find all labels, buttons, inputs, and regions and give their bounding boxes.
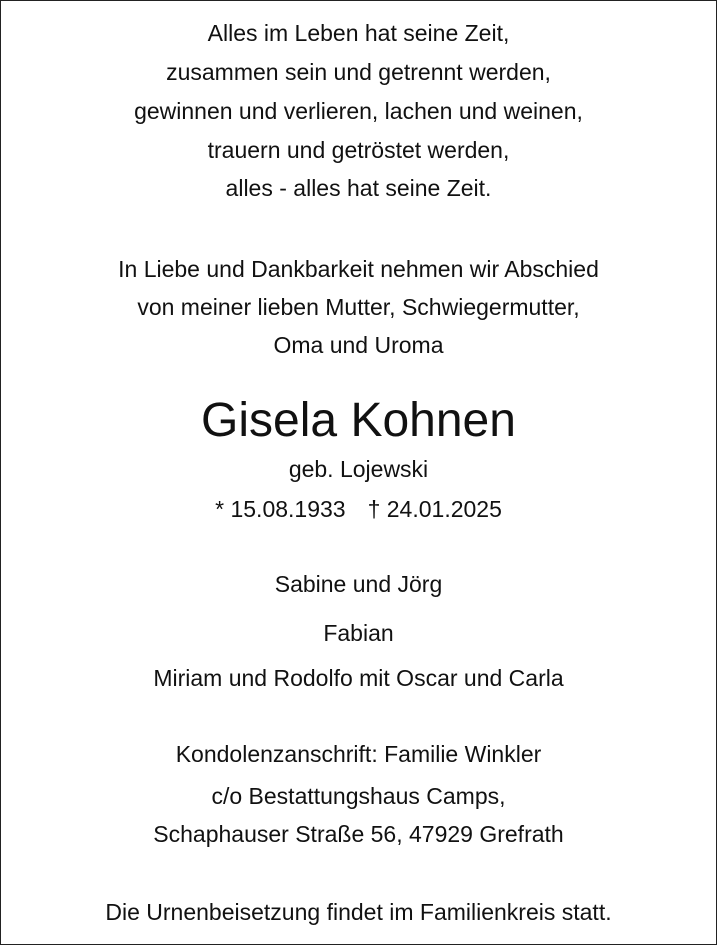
closing-note: Die Urnenbeisetzung findet im Familienkreis statt. [105,899,612,925]
poem-line: trauern und getröstet werden, [207,137,510,163]
poem-line: alles - alles hat seine Zeit. [225,175,492,201]
intro-line: Oma und Uroma [273,332,444,358]
deceased-name: Gisela Kohnen [201,394,516,447]
address-line: Schaphauser Straße 56, 47929 Grefrath [153,821,564,847]
address-line: c/o Bestattungshaus Camps, [211,783,506,809]
birth-name: geb. Lojewski [288,456,429,482]
poem-line: gewinnen und verlieren, lachen und weinen, [134,98,583,124]
birth-date: * 15.08.1933 [215,496,346,522]
intro-line: In Liebe und Dankbarkeit nehmen wir Abschied [118,256,599,282]
poem-line: Alles im Leben hat seine Zeit, [207,20,510,46]
mourner-line: Miriam und Rodolfo mit Oscar und Carla [153,665,564,691]
intro-line: von meiner lieben Mutter, Schwiegermutter, [137,294,580,320]
death-date: † 24.01.2025 [367,496,502,522]
mourner-line: Fabian [323,620,394,646]
address-line: Kondolenzanschrift: Familie Winkler [175,741,542,767]
mourner-line: Sabine und Jörg [274,571,443,597]
poem-line: zusammen sein und getrennt werden, [166,59,551,85]
life-dates [1,494,716,524]
